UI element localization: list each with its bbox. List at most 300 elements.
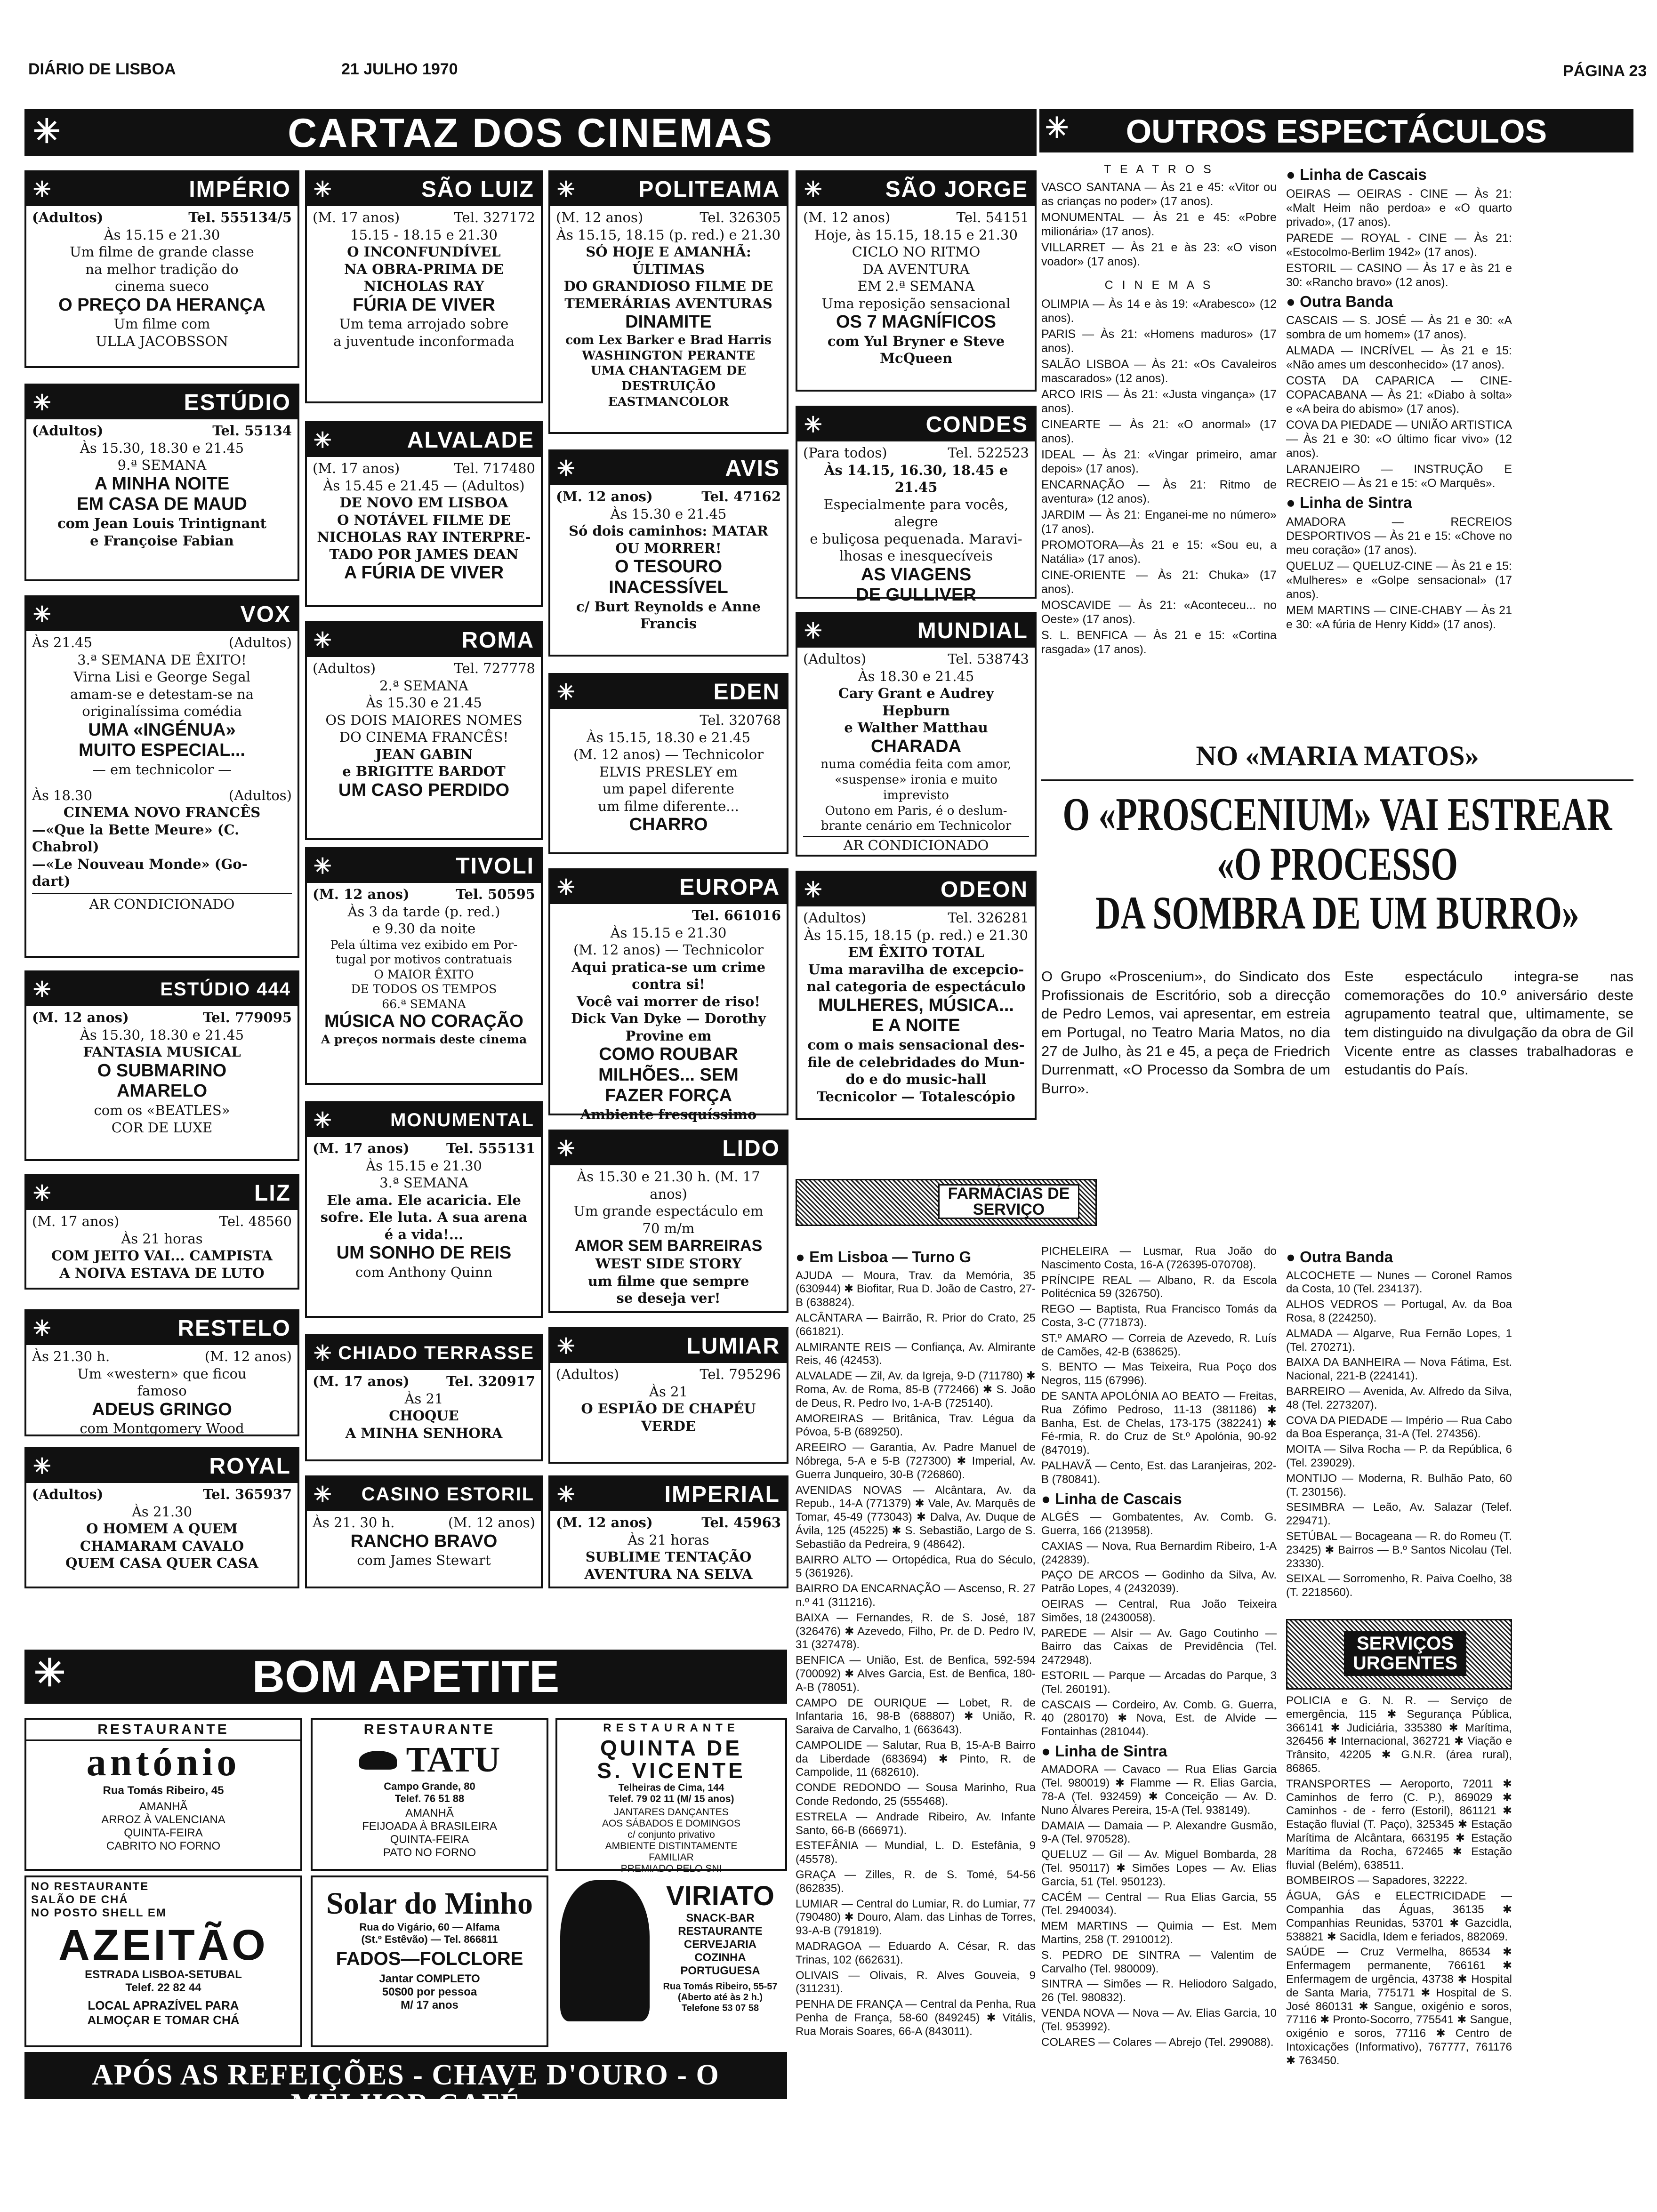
teatros-list (1041, 180, 1277, 269)
servicos-banner (1286, 1619, 1512, 1690)
description: ELVIS PRESLEY em um papel diferente um filme diferente... (598, 763, 739, 814)
film-credits: com Jean Louis Trintignant e Françoise Fabian (57, 515, 267, 549)
teatro-entry: MONUMENTAL — Às 21 e 45: «Pobre milionária» (17 anos). (1041, 211, 1277, 238)
farmacia-entry: AMADORA — Cavaco — Rua Elias Garcia (Tel. 980019) ✱ Flamme — R. Elias Garcia, 78-A (Tel. 932459) ✱ Conceição — Av. D. Nuno Álvares Pereira, 15-A (Tel. 938149). (1041, 1763, 1277, 1817)
asterisk-icon: ✳ (314, 628, 333, 652)
ad-head: RESTAURANTE (603, 1722, 740, 1734)
ad-name: antónio (86, 1740, 241, 1784)
farm-banda-list (1286, 1269, 1512, 1600)
cinema-restelo (24, 1309, 299, 1436)
cascais-entry: PAREDE — ROYAL - CINE — Às 21: «Estocolmo-Berlim 1942» (17 anos). (1286, 231, 1512, 259)
banda-entry: COSTA DA CAPARICA — CINE-COPACABANA — Às 21: «Diabo à solta» e «A beira do abismo» (17 anos). (1286, 374, 1512, 416)
description: Um filme de grande classe na melhor tradição do cinema sueco (70, 244, 254, 295)
armadillo-icon (359, 1751, 397, 1770)
cinema-lumiar (548, 1327, 788, 1464)
film-titles: COM JEITO VAI... CAMPISTA A NOIVA ESTAVA DE LUTO (51, 1248, 273, 1281)
bullet-icon: ● (796, 1248, 805, 1266)
cinema-name: ROMA (461, 627, 534, 653)
asterisk-icon: ✳ (314, 428, 333, 452)
farmacia-entry: MEM MARTINS — Quimia — Est. Mem Martins, 258 (T. 2910012). (1041, 1920, 1277, 1947)
age-rating: (M. 12 anos) (556, 209, 643, 225)
ad-text: SNACK-BAR RESTAURANTE CERVEJARIA COZINHA PORTUGUESA (678, 1912, 763, 1977)
cinema-estudio-444 (24, 970, 299, 1161)
showtimes: Às 21. 30 h. (313, 1515, 395, 1531)
age-rating: (M. 12 anos) (803, 209, 891, 225)
cinema-name: ESTÚDIO 444 (160, 978, 291, 1000)
farmacia-entry: ALGÉS — Gombatentes, Av. Comb. G. Guerra, 166 (213958). (1041, 1511, 1277, 1537)
asterisk-icon: ✳ (314, 1108, 333, 1132)
ad-text: AMANHÃ ARROZ À VALENCIANA QUINTA-FEIRA CABRITO NO FORNO (101, 1800, 225, 1853)
asterisk-icon: ✳ (33, 1181, 52, 1205)
farmacia-entry: PICHELEIRA — Lusmar, Rua João do Nascimento Costa, 16-A (726395-070708). (1041, 1245, 1277, 1271)
film-title: AMOR SEM BARREIRAS (574, 1237, 763, 1255)
phone: Tel. 320917 (446, 1373, 535, 1389)
showtimes: Às 15.15, 18.30 e 21.45 (586, 729, 751, 745)
ad-name: QUINTA DE S. VICENTE (597, 1736, 746, 1783)
film-title: OS 7 MAGNÍFICOS (836, 312, 996, 332)
servicos-title: SERVIÇOS URGENTES (1344, 1631, 1466, 1676)
showtimes: Às 21 (649, 1383, 688, 1400)
article-headline: O «PROSCENIUM» VAI ESTREAR «O PROCESSO DA SOMBRA DE UM BURRO» (1062, 788, 1612, 940)
sintra-label: Linha de Sintra (1300, 494, 1412, 512)
cinema-liz (24, 1174, 299, 1290)
ad-address: Campo Grande, 80 Telef. 76 51 88 (384, 1780, 475, 1804)
showtimes: Às 15.30 e 21.45 (610, 505, 727, 522)
showtimes: Às 21 (404, 1390, 443, 1407)
farmacia-entry: BAIXA — Fernandes, R. de S. José, 187 (326476) ✱ Azevedo, Filho, Pr. de D. Pedro IV, 31 (327478). (796, 1611, 1036, 1651)
cinema-name: LIDO (722, 1136, 780, 1161)
sintra-entry: QUELUZ — QUELUZ-CINE — Às 21 e 15: «Mulheres» e «Golpe sensacional» (17 anos). (1286, 559, 1512, 601)
film-title: COMO ROUBAR MILHÕES... SEM FAZER FORÇA (598, 1044, 739, 1106)
showtimes: Às 21.30 h. (32, 1348, 110, 1364)
cinema-name: MONUMENTAL (390, 1109, 534, 1130)
showtimes: Às 18.30 (32, 787, 93, 803)
asterisk-icon: ✳ (557, 680, 576, 704)
film-credits: Cary Grant e Audrey Hepburn e Walther Matthau (838, 685, 994, 736)
farmacia-entry: MOITA — Silva Rocha — P. da República, 6 (Tel. 239029). (1286, 1443, 1512, 1469)
farmacias-title: FARMÁCIAS DE SERVIÇO (938, 1184, 1079, 1219)
issue-date: 21 JULHO 1970 (341, 60, 458, 78)
film-title: ADEUS GRINGO (92, 1399, 232, 1419)
asterisk-icon: ✳ (314, 177, 333, 201)
film-title: FÚRIA DE VIVER (353, 295, 495, 315)
farmacia-entry: S. BENTO — Mas Teixeira, Rua Poço dos Negros, 115 (67996). (1041, 1361, 1277, 1387)
age-rating: (Adultos) (32, 1486, 104, 1502)
ad-text: JANTARES DANÇANTES AOS SÁBADOS E DOMINGOS c/ conjunto privativo AMBIENTE DISTINTAMENTE FAMILIAR PREMIADO PELO SNI (602, 1806, 741, 1874)
showtimes: Às 15.15, 18.15 (p. red.) e 21.30 (556, 226, 780, 243)
film-title: O TESOURO INACESSÍVEL (609, 557, 728, 597)
article-headline-wrap (1041, 788, 1633, 965)
farmacia-entry: COVA DA PIEDADE — Império — Rua Cabo da Boa Esperança, 31-A (Tel. 274356). (1286, 1414, 1512, 1441)
description: CICLO NO RITMO DA AVENTURA EM 2.ª SEMANA Uma reposição sensacional (821, 244, 1011, 312)
cinema-entry: ARCO IRIS — Às 21: «Justa vingança» (17 anos). (1041, 388, 1277, 415)
farmacia-entry: AVENIDAS NOVAS — Alcântara, Av. da Repub., 14-A (771379) ✱ Vale, Av. Marquês de Tomar, 45-49 (773043) ✱ Dalva, Av. Duque de Ávila, 125 (45225) ✱ S. Sebastião, Largo de S. Sebastião da Pedreira, 9 (48642). (796, 1483, 1036, 1551)
film-list: —«Que la Bette Meure» (C. Chabrol) —«Le Nouveau Monde» (Go- dart) (32, 821, 248, 890)
phone: Tel. 48560 (219, 1213, 292, 1229)
ambience: Ambiente fresquíssimo (580, 1106, 757, 1123)
film-credits: com Yul Bryner e Steve McQueen (827, 333, 1005, 367)
description: Um «western» que ficou famoso (77, 1365, 247, 1399)
showtimes: Às 15.30 e 21.30 h. (M. 17 anos) (577, 1169, 760, 1202)
asterisk-icon: ✳ (804, 412, 823, 437)
farm-sintra-label: Linha de Sintra (1055, 1742, 1167, 1760)
asterisk-icon: ✳ (804, 618, 823, 643)
asterisk-icon: ✳ (33, 1454, 52, 1478)
ad-antonio (24, 1718, 302, 1871)
newspaper-name: DIÁRIO DE LISBOA (28, 60, 176, 78)
asterisk-icon: ✳ (804, 877, 823, 902)
ad-quinta-s-vicente (555, 1718, 787, 1874)
note: — em technicolor — (92, 761, 232, 778)
asterisk-icon: ✳ (557, 1334, 576, 1358)
chave-douro-banner (24, 2052, 787, 2120)
asterisk-icon: ✳ (557, 456, 576, 481)
farmacia-entry: ALHOS VEDROS — Portugal, Av. da Boa Rosa, 8 (224250). (1286, 1298, 1512, 1324)
showtimes: Às 14.15, 16.30, 18.45 e 21.45 (824, 462, 1008, 496)
phone: Tel. 727778 (454, 660, 535, 676)
servico-entry: BOMBEIROS — Sapadores, 32222. (1286, 1874, 1468, 1887)
age-rating: (Adultos) (228, 634, 292, 650)
farmacia-entry: SETÚBAL — Bocageana — R. do Romeu (T. 23425) ✱ Bairros — B.º Santos Nicolau (Tel. 23330). (1286, 1530, 1512, 1570)
film-credits: com os «BEATLES» (94, 1102, 230, 1118)
outros-col-right (1286, 162, 1512, 722)
film-credits: JEAN GABIN e BRIGITTE BARDOT (342, 746, 506, 780)
week: 9.ª SEMANA (117, 457, 207, 473)
servicos-list-wrap (1286, 1694, 1512, 2071)
cinema-entry: PROMOTORA—Às 21 e 15: «Sou eu, a Natália» (17 anos). (1041, 538, 1277, 566)
cinema-condes (796, 406, 1037, 605)
ad-tatu (311, 1718, 548, 1871)
bullet-icon: ● (1041, 1742, 1051, 1760)
showtimes: Às 15.30, 18.30 e 21.45 (80, 1026, 244, 1043)
farmacia-entry: BARREIRO — Avenida, Av. Alfredo da Silva, 48 (Tel. 2273207). (1286, 1385, 1512, 1411)
phone: Tel. 55134 (212, 423, 292, 439)
cinema-name: SÃO LUIZ (421, 176, 534, 202)
cinema-entry: CINE-ORIENTE — Às 21: Chuka» (17 anos). (1041, 569, 1277, 596)
showtimes: Às 18.30 e 21.45 (858, 668, 974, 684)
age-rating: (Adultos) (228, 787, 292, 803)
cinema-avis (548, 449, 788, 657)
farmacia-entry: CAMPOLIDE — Salutar, Rua B, 15-A-B Bairro da Liberdade (683694) ✱ Pinto, R. de Campolide, 11 (682610). (796, 1739, 1036, 1779)
age-rating: (Adultos) (803, 910, 867, 926)
farmacia-entry: ST.º AMARO — Correia de Azevedo, R. Luís de Camões, 42-B (638625). (1041, 1331, 1277, 1358)
film-credits: com Montgomery Wood (80, 1420, 244, 1437)
farmacia-entry: BAIRRO ALTO — Ortopédica, Rua do Século, 5 (361926). (796, 1553, 1036, 1580)
showtimes: Hoje, às 15.15, 18.15 e 21.30 (814, 226, 1018, 243)
phone: Tel. 326281 (948, 910, 1029, 926)
ad-name: AZEITÃO (58, 1921, 268, 1969)
film-title: A MINHA NOITE EM CASA DE MAUD (77, 473, 247, 514)
farmacia-entry: SINTRA — Simões — R. Heliodoro Salgado, 26 (Tel. 980832). (1041, 1978, 1277, 2004)
description: Ele ama. Ele acaricia. Ele sofre. Ele luta. A sua arena é a vida!... (320, 1192, 528, 1242)
farmacia-entry: LUMIAR — Central do Lumiar, R. do Lumiar, 77 (790480) ✱ Douro, Alam. das Linhas de Torres, 93-A-B (791819). (796, 1897, 1036, 1938)
phone: Tel. 365937 (203, 1486, 292, 1502)
phone: Tel. 717480 (454, 460, 535, 476)
asterisk-icon: ✳ (557, 875, 576, 899)
farmacia-entry: AREEIRO — Garantia, Av. Padre Manuel de Nóbrega, 5-A e 5-B (727300) ✱ Imperial, Av. Guerra Junqueiro, 30-B (726860). (796, 1441, 1036, 1481)
film-titles: O HOMEM A QUEM CHAMARAM CAVALO QUEM CASA QUER CASA (65, 1521, 258, 1571)
ad-top: NO RESTAURANTE SALÃO DE CHÁ NO POSTO SHELL EM (31, 1880, 167, 1919)
description: Pela última vez exibido em Por- tugal por motivos contratuais O MAIOR ÊXITO DE TODOS OS TEMPOS 66.ª SEMANA (330, 938, 518, 1011)
farmacia-entry: S. PEDRO DE SINTRA — Valentim de Carvalho (Tel. 980009). (1041, 1948, 1277, 1975)
cinema-entry: JARDIM — Às 21: Enganei-me no número» (17 anos). (1041, 508, 1277, 536)
film-title: DINAMITE (625, 312, 712, 332)
farmacia-entry: BAIXA DA BANHEIRA — Nova Fátima, Est. Nacional, 221-B (224141). (1286, 1356, 1512, 1383)
cinema-roma (305, 621, 543, 840)
cinema-entry: SALÃO LISBOA — Às 21: «Os Cavaleiros mascarados» (12 anos). (1041, 358, 1277, 385)
cinema-mundial (796, 612, 1037, 857)
cinema-name: CHIADO TERRASSE (338, 1342, 534, 1363)
outros-title: OUTROS ESPECTÁCULOS (1126, 113, 1547, 150)
film-title: RANCHO BRAVO (350, 1531, 498, 1551)
asterisk-icon: ✳ (33, 602, 52, 626)
outros-banda-list (1286, 313, 1512, 490)
phone: Tel. 522523 (948, 445, 1029, 461)
cinema-vox (24, 595, 299, 958)
ad-text: AMANHÃ FEIJOADA À BRASILEIRA QUINTA-FEIRA PATO NO FORNO (362, 1807, 497, 1859)
showtimes: Às 21.45 (32, 634, 93, 650)
ad-address: ESTRADA LISBOA-SETUBAL Telef. 22 82 44 (85, 1968, 242, 1994)
article-kicker: NO «MARIA MATOS» (1196, 740, 1479, 771)
description: O INCONFUNDÍVEL NA OBRA-PRIMA DE NICHOLAS RAY (344, 244, 504, 295)
ad-address: Telheiras de Cima, 144 Telef. 79 02 11 (M/ 15 anos) (608, 1782, 734, 1804)
farmacia-entry: QUELUZ — Gil — Av. Miguel Bombarda, 28 (Tel. 950117) ✱ Simões Lopes — Av. Elias Garcia, 51 (Tel. 950123). (1041, 1848, 1277, 1888)
farmacia-entry: CASCAIS — Cordeiro, Av. Comb. G. Guerra, 40 (280170) ✱ Nova, Est. de Alvide — Fontainhas (281044). (1041, 1698, 1277, 1739)
phone: Tel. 795296 (700, 1366, 781, 1382)
asterisk-icon: ✳ (314, 1341, 333, 1365)
article-col-2: Este espectáculo integra-se nas comemorações do 10.º aniversário deste agrupamento teatral que, ultimamente, se tem distinguido na divulgação da obra de Gil Vicente entre as classes trabalhadoras e estudantis do País. (1344, 968, 1633, 1078)
film-title: UM SONHO DE REIS (336, 1243, 512, 1263)
cinema-entry: IDEAL — Às 21: «Vingar primeiro, amar depois» (17 anos). (1041, 448, 1277, 475)
cinema-odeon (796, 871, 1037, 1120)
cartaz-title: CARTAZ DOS CINEMAS (288, 111, 773, 156)
outros-cinemas-list (1041, 297, 1277, 657)
farmacia-entry: ALVALADE — Zil, Av. da Igreja, 9-D (711780) ✱ Roma, Av. de Roma, 85-B (772466) ✱ S. João de Deus, R. Pedro Ivo, 1-A-B (725140). (796, 1370, 1036, 1410)
asterisk-icon: ✳ (33, 390, 52, 415)
ad-head: RESTAURANTE (363, 1722, 496, 1737)
farm-banda-label: Outra Banda (1300, 1248, 1393, 1266)
showtimes: Às 15.30 e 21.45 (366, 695, 482, 711)
showtimes: Às 21 horas (627, 1531, 709, 1548)
age-rating: (M. 17 anos) (313, 460, 400, 476)
film-titles: SUBLIME TENTAÇÃO AVENTURA NA SELVA (584, 1549, 753, 1582)
phone: Tel. 661016 (692, 907, 781, 923)
asterisk-icon: ✳ (557, 177, 576, 201)
ad-name: TATU (406, 1740, 500, 1779)
age-rating: (M. 12 anos) — Technicolor (573, 746, 764, 763)
description: OS DOIS MAIORES NOMES DO CINEMA FRANCÊS! (325, 712, 523, 745)
phone: Tel. 50595 (456, 886, 535, 902)
age-rating: (M. 12 anos) (556, 489, 653, 505)
age-rating: (M. 17 anos) (313, 1373, 410, 1389)
farmacia-entry: ALMADA — Algarve, Rua Fernão Lopes, 1 (Tel. 270271). (1286, 1327, 1512, 1354)
age-rating: (M. 12 anos) (448, 1515, 535, 1531)
film-title: UM CASO PERDIDO (338, 780, 510, 800)
farmacia-entry: MADRAGOA — Eduardo A. César, R. das Trinas, 102 (662631). (796, 1940, 1036, 1966)
cinema-name: MUNDIAL (917, 618, 1028, 643)
cinema-entry: OLIMPIA — Às 14 e às 19: «Arabesco» (12 anos). (1041, 297, 1277, 325)
farmacia-entry: AJUDA — Moura, Trav. da Memória, 35 (630944) ✱ Biofitar, Rua D. João de Castro, 27-B (638824). (796, 1269, 1036, 1309)
film-title: MÚSICA NO CORAÇÃO (324, 1011, 523, 1032)
cinema-estudio (24, 384, 299, 581)
farmacia-entry: MONTIJO — Moderna, R. Bulhão Pato, 60 (T. 230156). (1286, 1472, 1512, 1499)
description: Especialmente para vocês, alegre e buliçosa pequenada. Maravi- lhosas e inesquecíveis (810, 496, 1022, 564)
outros-sintra-list (1286, 515, 1512, 632)
film-title: UMA «INGÉNUA» MUITO ESPECIAL... (78, 720, 245, 761)
farm-lisboa-cont (1041, 1245, 1277, 1487)
outros-cascais-list (1286, 187, 1512, 289)
age-rating: (Adultos) (32, 423, 104, 439)
age-rating: (M. 12 anos) (204, 1348, 292, 1364)
servicos-list (1286, 1694, 1512, 2068)
cinema-europa (548, 868, 788, 1123)
cycle-title: CINEMA NOVO FRANCÊS (63, 804, 261, 821)
farmacia-entry: ALCÂNTARA — Bairrão, R. Prior do Crato, 25 (661821). (796, 1311, 1036, 1338)
age-rating: (Adultos) (313, 660, 376, 676)
phone: Tel. 555131 (446, 1140, 535, 1156)
farmacia-entry: PAREDE — Alsir — Av. Gago Coutinho — Bairro das Caixas de Previdência (Tel. 2472948). (1041, 1627, 1277, 1667)
ad-head: RESTAURANTE (26, 1720, 300, 1741)
age-rating: (M. 12 anos) (32, 1010, 129, 1026)
film-title: MULHERES, MÚSICA... E A NOITE (818, 995, 1014, 1036)
servico-entry: POLICIA e G. N. R. — Serviço de emergência, 115 ✱ Segurança Pública, 366141 ✱ Judiciária, 335380 ✱ Marítima, 326456 ✱ Internacional, 362721 ✱ Viação e Trânsito, 42205 ✱ G.N.R. (área rural), 86865. (1286, 1694, 1512, 1775)
cinema-name: TIVOLI (456, 853, 534, 879)
cascais-entry: ESTORIL — CASINO — Às 17 e às 21 e 30: «Rancho bravo» (12 anos). (1286, 261, 1512, 289)
ad-azeitao (24, 1875, 302, 2047)
farmacia-entry: COLARES — Colares — Abrejo (Tel. 299088). (1041, 2036, 1274, 2049)
film-title: A FÚRIA DE VIVER (344, 563, 504, 583)
cinema-name: IMPERIAL (664, 1482, 780, 1507)
showtimes: Às 15.15 e 21.30 (366, 1157, 482, 1174)
cinema-name: IMPÉRIO (189, 176, 291, 202)
film-credits: WEST SIDE STORY um filme que sempre se deseja ver! (587, 1256, 749, 1306)
ad-price: Jantar COMPLETO 50$00 por pessoa M/ 17 anos (379, 1972, 480, 2012)
film-title: O PREÇO DA HERANÇA (58, 295, 265, 315)
farmacia-entry: ESTRELA — Andrade Ribeiro, Av. Infante Santo, 66-B (666971). (796, 1810, 1036, 1837)
farmacia-entry: ALCOCHETE — Nunes — Coronel Ramos da Costa, 10 (Tel. 234137). (1286, 1269, 1512, 1296)
film-title: AS VIAGENS DE GULLIVER (856, 564, 976, 605)
age-rating: (M. 12 anos) (313, 886, 410, 902)
page-number: PÁGINA 23 (1563, 62, 1647, 80)
asterisk-icon: ✳ (1045, 112, 1069, 144)
cinema-name: AVIS (725, 456, 780, 481)
air-conditioned: AR CONDICIONADO (803, 836, 1029, 854)
article-kicker-wrap (1041, 734, 1633, 781)
cartaz-banner (24, 109, 1037, 156)
farmacia-entry: BAIRRO DA ENCARNAÇÃO — Ascenso, R. 27 n.º 41 (311216). (796, 1582, 1036, 1609)
cinema-name: LUMIAR (686, 1333, 780, 1359)
farmacia-entry: CAMPO DE OURIQUE — Lobet, R. de Infantaria 16, 98-B (688807) ✱ União, R. Saraiva de Carvalho, 1 (663643). (796, 1696, 1036, 1737)
article-body (1041, 967, 1633, 1137)
ad-address: Rua Tomás Ribeiro, 55-57 (Aberto até às 2 h.) Telefone 53 07 58 (663, 1981, 778, 2013)
farmacia-entry: GRAÇA — Zilles, R. de S. Tomé, 54-56 (862835). (796, 1868, 1036, 1895)
farmacia-entry: REGO — Baptista, Rua Francisco Tomás da Costa, 3-C (771873). (1041, 1303, 1277, 1329)
farmacia-entry: DAMAIA — Damaia — P. Alexandre Gusmão, 9-A (Tel. 970528). (1041, 1819, 1277, 1846)
cinema-entry: S. L. BENFICA — Às 21 e 15: «Cortina rasgada» (17 anos). (1041, 629, 1277, 656)
farmacia-entry: ALMIRANTE REIS — Confiança, Av. Almirante Reis, 46 (42453). (796, 1340, 1036, 1367)
asterisk-icon: ✳ (314, 1482, 333, 1507)
farm-cascais-list (1041, 1511, 1277, 1739)
showtimes: Às 15.45 e 21.45 — (Adultos) (323, 477, 525, 494)
farm-sintra-list (1041, 1763, 1277, 2049)
farmacia-entry: DE SANTA APOLÓNIA AO BEATO — Freitas, Rua Zófimo Pedroso, 11-13 (381186) ✱ Banha, Est. de Chelas, 173-175 (382241) ✱ Fé-rmia, R. do Cruz de St.º Apolónia, 90-92 (847019). (1041, 1389, 1277, 1457)
showtimes: Às 15.15, 18.15 (p. red.) e 21.30 (804, 927, 1028, 943)
farmacia-entry: ESTORIL — Parque — Arcadas do Parque, 3 (Tel. 260191). (1041, 1669, 1277, 1696)
description: Só dois caminhos: MATAR OU MORRER! (569, 523, 768, 556)
phone: Tel. 779095 (203, 1010, 292, 1026)
film-title: CHARRO (629, 815, 708, 835)
air-conditioned: AR CONDICIONADO (32, 893, 292, 913)
farmacia-entry: CACÉM — Central — Rua Elias Garcia, 55 (Tel. 2940034). (1041, 1891, 1277, 1917)
age-rating: (M. 12 anos) (556, 1515, 653, 1531)
farm-cascais-label: Linha de Cascais (1055, 1490, 1182, 1507)
farmacia-entry: SESIMBRA — Leão, Av. Salazar (Telef. 229471). (1286, 1501, 1512, 1528)
banda-entry: CASCAIS — S. JOSÉ — Às 21 e 30: «A sombra de um homem» (17 anos). (1286, 314, 1512, 342)
cinema-name: ROYAL (209, 1453, 291, 1479)
age-rating: (Adultos) (32, 209, 104, 225)
age-rating: (Para todos) (803, 445, 887, 461)
lisboa-label: Em Lisboa — Turno G (809, 1248, 972, 1266)
cinema-royal (24, 1447, 299, 1588)
bom-apetite-title: BOM APETITE (252, 1651, 560, 1702)
ad-solar-do-minho (311, 1875, 548, 2047)
film-title: O ESPIÃO DE CHAPÉU VERDE (581, 1401, 756, 1434)
farmacia-entry: BENFICA — União, Est. de Benfica, 592-594 (700092) ✱ Alves Garcia, Est. de Benfica, 180-A-B (78051). (796, 1654, 1036, 1694)
bullet-icon: ● (1286, 166, 1295, 183)
cinema-imperio (24, 170, 299, 368)
film-credits: com Lex Barker e Brad Harris WASHINGTON PERANTE UMA CHANTAGEM DE DESTRUIÇÃO EASTMANCOLOR (565, 333, 772, 409)
teatro-entry: VASCO SANTANA — Às 21 e 45: «Vitor ou as crianças no poder» (17 anos). (1041, 181, 1277, 208)
phone: Tel. 538743 (948, 651, 1029, 667)
farmacia-entry: CAXIAS — Nova, Rua Bernardim Ribeiro, 1-A (242839). (1041, 1539, 1277, 1566)
age-rating: (Adultos) (803, 651, 867, 667)
cascais-entry: OEIRAS — OEIRAS - CINE — Às 21: «Malt Heim não perdoa» e «O quarto privado», (17 anos). (1286, 187, 1512, 229)
description: EM ÊXITO TOTAL Uma maravilha de excepcio- nal categoria de espectáculo (806, 944, 1026, 995)
bullet-icon: ● (1041, 1490, 1051, 1507)
ad-name: VIRIATO (666, 1881, 774, 1911)
film-credits: c/ Burt Reynolds e Anne Francis (576, 598, 761, 632)
film-credits: com Anthony Quinn (355, 1264, 493, 1280)
bom-apetite-banner (24, 1650, 787, 1704)
banda-entry: COVA DA PIEDADE — UNIÃO ARTISTICA — Às 21 e 30: «O último ficar vivo» (12 anos). (1286, 418, 1512, 460)
asterisk-icon: ✳ (34, 1652, 66, 1694)
description: numa comédia feita com amor, «suspense» ironia e muito imprevisto Outono em Paris, é o deslum- brante cenário em Technicolor (820, 757, 1012, 834)
phone: Tel. 47162 (701, 489, 781, 505)
farmacias-banner (796, 1179, 1097, 1226)
color-process: COR DE LUXE (111, 1119, 213, 1136)
farmacia-entry: VENDA NOVA — Nova — Av. Elias Garcia, 10 (Tel. 953992). (1041, 2007, 1277, 2033)
showtimes: Às 15.15 e 21.30 (610, 924, 727, 941)
ad-address: Rua do Vigário, 60 — Alfama (St.º Estêvão) — Tel. 866811 (359, 1921, 500, 1945)
cinema-alvalade (305, 421, 543, 607)
film-title: O SUBMARINO AMARELO (97, 1060, 227, 1101)
servico-entry: ÁGUA, GÁS e ELECTRICIDADE — Companhia das Águas, 36135 ✱ Companhias Reunidas, 53701 ✱ Gazcidla, 538821 ✱ Sacidla, Idem e feriados, 882069. (1286, 1890, 1512, 1943)
farm-lisboa-list (796, 1269, 1036, 2039)
cinema-eden (548, 673, 788, 854)
age-rating: (M. 17 anos) (313, 1140, 410, 1156)
cascais-label: Linha de Cascais (1300, 166, 1427, 183)
showtimes: Às 21.30 (131, 1503, 193, 1520)
banda-entry: LARANJEIRO — INSTRUÇÃO E RECREIO — Às 21 e 15: «O Marquês». (1286, 463, 1512, 490)
cinema-name: RESTELO (177, 1315, 291, 1341)
age-rating: (M. 17 anos) (313, 209, 400, 225)
genre: FANTASIA MUSICAL (83, 1044, 241, 1060)
ad-name: Solar do Minho (326, 1886, 533, 1921)
cinema-casino-estoril (305, 1475, 543, 1588)
servico-entry: SAÚDE — Cruz Vermelha, 86534 ✱ Enfermagem permanente, 766161 ✱ Enfermagem de urgência, 43738 ✱ Hospital de Santa Maria, 775171 ✱ Hospital de S. José 860131 ✱ Sangue, oxigénio e soros, 77116 ✱ Pronto-Socorro, 775541 ✱ Sangue, oxigénio e soros, 77116 ✱ Centro de Intoxicações (Informativo), 767777, 761176 ✱ 763450. (1286, 1946, 1512, 2067)
farmacia-entry: ESTEFÂNIA — Mundial, L. D. Estefânia, 9 (45578). (796, 1839, 1036, 1866)
sintra-entry: MEM MARTINS — CINE-CHABY — Às 21 e 30: «A fúria de Henry Kidd» (17 anos). (1286, 603, 1512, 631)
